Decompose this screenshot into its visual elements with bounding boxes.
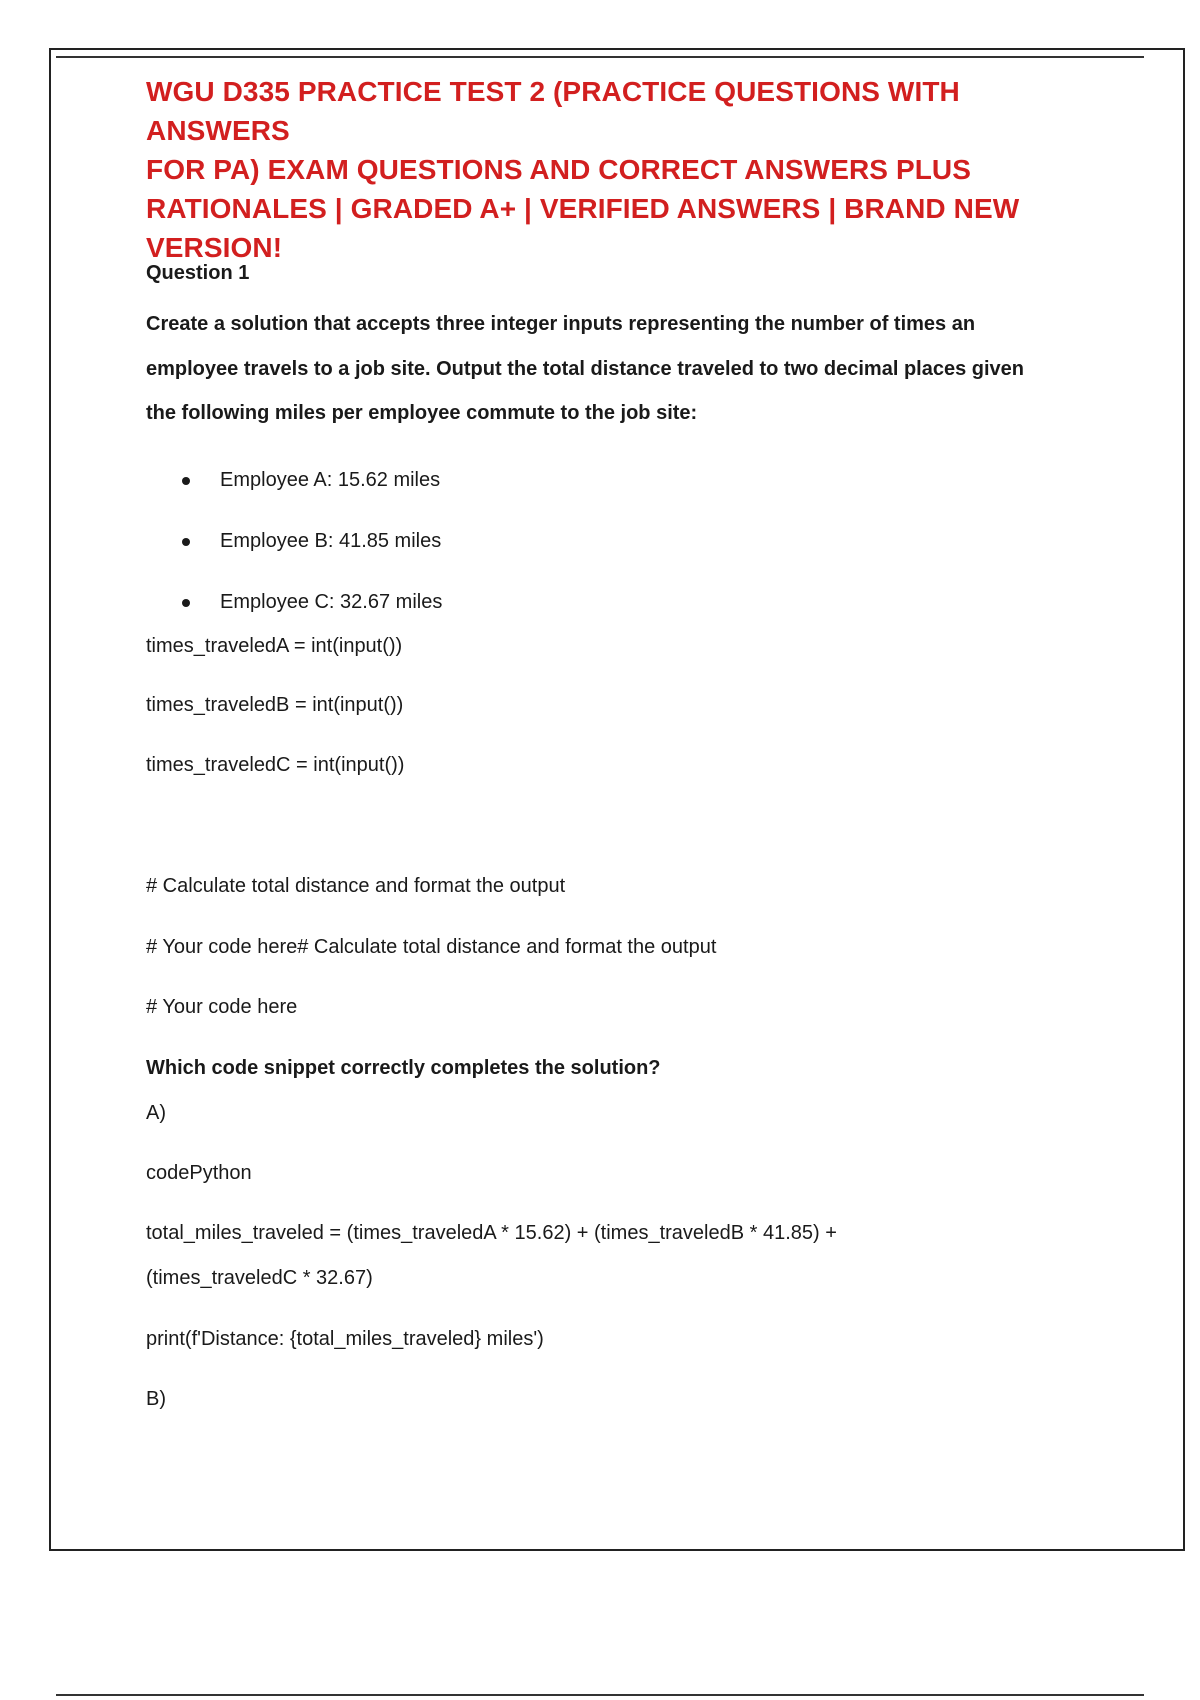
comment-line: # Calculate total distance and format the output	[146, 875, 566, 897]
title-line: WGU D335 PRACTICE TEST 2 (PRACTICE QUESTIONS WITH ANSWERS	[146, 76, 960, 146]
top-rule	[56, 56, 1144, 58]
bottom-rule	[56, 1694, 1144, 1696]
list-item-text: Employee C: 32.67 miles	[220, 591, 443, 613]
code-line: times_traveledA = int(input())	[146, 635, 403, 657]
title-line: VERSION!	[146, 232, 283, 263]
question-prompt	[146, 302, 1106, 436]
list-item	[182, 511, 442, 572]
option-a-code-line: print(f'Distance: {total_miles_traveled} miles')	[146, 1328, 544, 1350]
employee-miles-list	[182, 450, 442, 633]
list-item-text: Employee B: 41.85 miles	[220, 530, 442, 552]
option-a-label: A)	[146, 1102, 166, 1124]
document-body	[146, 72, 1106, 1410]
question-ask: Which code snippet correctly completes the solution?	[146, 1057, 661, 1079]
title-line: FOR PA) EXAM QUESTIONS AND CORRECT ANSWERS PLUS	[146, 154, 972, 185]
comment-line: # Your code here# Calculate total distance and format the output	[146, 936, 717, 958]
bullet-icon	[182, 477, 190, 485]
prompt-line: the following miles per employee commute to the job site:	[146, 402, 698, 424]
list-item	[182, 572, 442, 633]
question-heading: Question 1	[146, 262, 250, 284]
document-title	[146, 72, 1106, 267]
option-a-code-line: (times_traveledC * 32.67)	[146, 1267, 373, 1289]
list-item	[182, 450, 442, 511]
prompt-line: employee travels to a job site. Output the total distance traveled to two decimal places given	[146, 357, 1025, 380]
comment-line: # Your code here	[146, 996, 298, 1018]
option-a-language: codePython	[146, 1162, 252, 1184]
code-line: times_traveledB = int(input())	[146, 694, 404, 716]
option-a-code-line: total_miles_traveled = (times_traveledA * 15.62) + (times_traveledB * 41.85) +	[146, 1222, 837, 1244]
title-line: RATIONALES | GRADED A+ | VERIFIED ANSWERS | BRAND NEW	[146, 193, 1020, 224]
bullet-icon	[182, 599, 190, 607]
option-b-label: B)	[146, 1388, 166, 1410]
code-line: times_traveledC = int(input())	[146, 754, 405, 776]
bullet-icon	[182, 538, 190, 546]
list-item-text: Employee A: 15.62 miles	[220, 469, 441, 491]
prompt-line: Create a solution that accepts three integer inputs representing the number of times an	[146, 313, 976, 335]
